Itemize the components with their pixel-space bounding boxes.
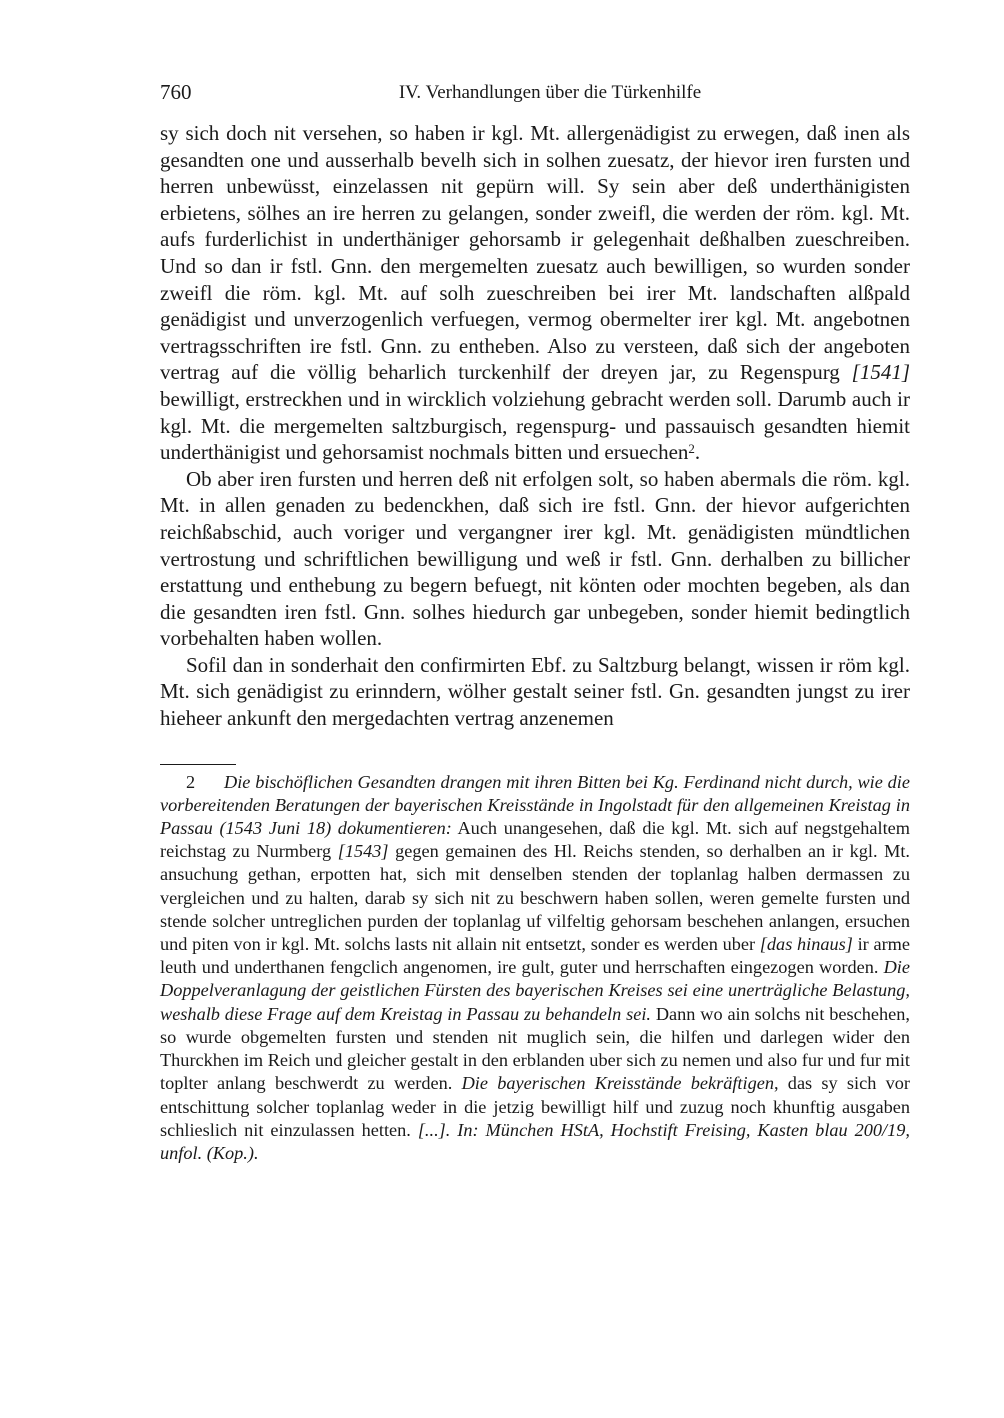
footnote-year-annotation: [1543] [337,841,389,862]
paragraph-1-text: sy sich doch nit versehen, so haben ir kgl. Mt. allergenädigist zu erwegen, daß inen als gesandten one und ausserhalb bevelh sich in solhen zuesatz, der hievor iren fursten und herren unbewüsst, einzelassen nit gepürn will. Sy sein aber deß underthänigisten erbietens, sölhes an ire herren zu gelangen, sonder zweifl, die werden der röm. kgl. Mt. aufs furderlichist in underthäniger gehorsamb ir gelegenhait deßhalben zueschreiben. Und so dan ir fstl. Gnn. den mergemelten zuesatz auch bewilligen, so wurden sonder zweifl die röm. kgl. Mt. auf solh zueschreiben bei irer Mt. landschaften alßpald genädigist und unverzogenlich verfuegen, vermog obermelter irer kgl. Mt. angebotnen vertragsschriften ire fstl. Gnn. zu entheben. Also zu versteen, daß sich der angeboten vertrag auf die völlig beharlich turckenhilf der dreyen jar, zu Regenspurg [160,121,910,385]
year-annotation: [1541] [851,360,910,385]
footnote-source-citation: [...]. In: München HStA, Hochstift Freising, Kasten blau 200/19, unfol. (Kop.). [160,1119,910,1163]
footnote-editorial-note: Die bischöflichen Gesandten drangen mit ihren Bitten bei Kg. Ferdinand nicht durch, wie die vorbereitenden Beratungen der bayerischen Kreisstände in Ingolstadt für den allgemeinen Kreistag in Passau (1543 Juni 18) dokumentieren: [160,771,910,839]
footnote-quote-continued: gegen gemainen des Hl. Reichs stenden, so derhalben an ir kgl. Mt. ansuchung gethan, erpotten hat, sich mit denselben stenden der toplanlag halben dermassen zu vergleichen und zu halten, darab sy sich nit zu beschwern haben sollen, weren gemelte fursten und stende solcher untreglichen purden der toplanlag uf vilfeltig gehorsam beschehen anlangen, ersuchen und piten von ir kgl. Mt. solchs lasts nit allain nit entsetzt, sonder es werden uber [160,841,910,955]
footnote-reference[interactable]: 2 [688,441,695,457]
paragraph-1 [160,120,910,466]
paragraph-1-end: . [694,440,701,465]
footnote-quote: Auch unangesehen, daß die kgl. Mt. sich auf negstgehaltem reichstag zu Nurmberg [160,818,910,862]
footnote-editorial-remark: Die bayerischen Kreisstände bekräftigen [461,1073,774,1094]
footnote-number: 2 [186,771,196,792]
running-head: IV. Verhandlungen über die Türkenhilfe [398,82,702,103]
footnote-quote-continued-3: Dann wo ain solchs nit beschehen, so wurde obgemelten fursten und stenden nit muglich sein, die hilfen und darlegen wider den Thurckhen im Reich und gleicher gestalt in den erblanden uber sich zu nemen und also fur und fur mit toplter anlang beschwerdt zu werden. [160,1003,910,1094]
page-header [160,80,910,110]
footnote-quote-continued-4: , das sy sich vor entschittung solcher toplanlag weder in die jetzig bewilligt hilf und zuzug noch khunftig ausgaben schlieslich nit einzulassen hetten. [160,1073,910,1140]
footnote-2 [160,771,910,1165]
paragraph-1-text-continued: bewilligt, erstreckhen und in wircklich volziehung gebracht werden soll. Darumb auch ir kgl. Mt. die mergemelten saltzburgisch, regenspurg- und passauisch gesandten hiemit underthänigist und gehorsamist nochmals bitten und ersuechen [160,386,910,465]
footnote-insertion: [das hinaus] [759,934,853,955]
paragraph-2: Ob aber iren fursten und herren deß nit erfolgen solt, so haben abermals die röm. kgl. Mt. in allen genaden zu bedenckhen, daß sich ire fstl. Gnn. der hievor aufgerichten reichßabschid, auch voriger und vergangner irer kgl. Mt. genädigisten mündtlichen vertrostung und schriftlichen bewilligung und weß ir fstl. Gnn. derhalben zu billicher erstattung und enthebung zu begern befuegt, nit könten oder mochten begeben, als dan die gesandten iren fstl. Gnn. solhes hiedurch gar unbegeben, sonder hiemit bedingtlich vorbehalten haben wollen. [160,466,910,651]
main-text [160,120,910,732]
footnote [160,771,910,1165]
paragraph-3: Sofil dan in sonderhait den confirmirten Ebf. zu Saltzburg belangt, wissen ir röm kgl. Mt. sich genädigist zu erinndern, wölher gestalt seiner fstl. Gn. gesandten jungst zu irer hieheer ankunft den mergedachten vertrag anzenemen [160,652,910,731]
footnote-separator [160,764,236,765]
footnote-editorial-summary: Die Doppelveranlagung der geistlichen Fürsten des bayerischen Kreises sei eine unerträgliche Belastung, weshalb diese Frage auf dem Kreistag in Passau zu behandeln sei. [160,957,910,1024]
page-number: 760 [160,80,192,104]
footnote-quote-continued-2: ir arme leuth und underthanen fengclich angenomen, ire gult, guter und herrschaften eingezogen worden. [160,934,911,978]
book-page [160,80,910,1165]
